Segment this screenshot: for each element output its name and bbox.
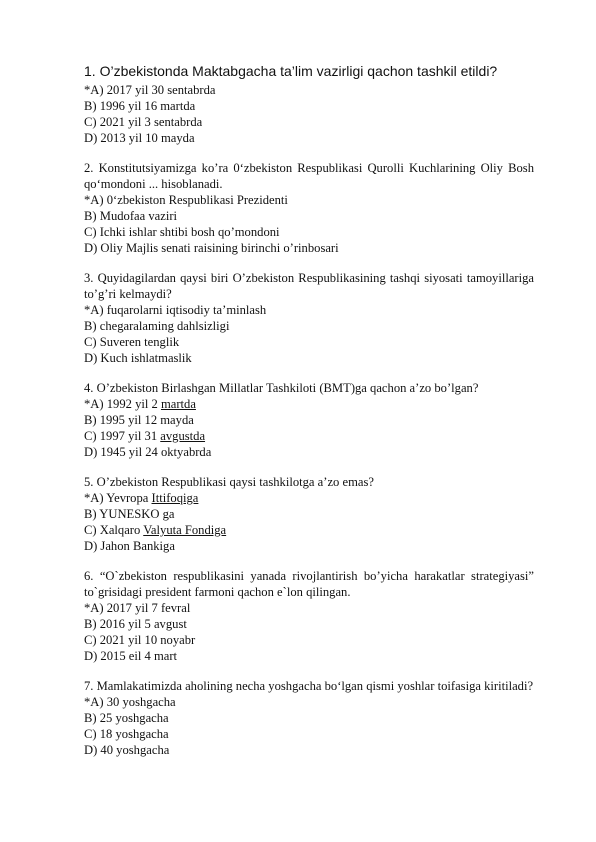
option-c: C) Xalqaro Valyuta Fondiga <box>84 523 227 537</box>
option-a: *A) fuqarolarni iqtisodiy ta’minlash <box>84 303 267 317</box>
option-c: C) 18 yoshgacha <box>84 727 169 741</box>
option-a: *A) 30 yoshgacha <box>84 695 176 709</box>
option-a: *A) 0‘zbekiston Respublikasi Prezidenti <box>84 193 288 207</box>
option-a: *A) 2017 yil 7 fevral <box>84 601 191 615</box>
option-d: D) Kuch ishlatmaslik <box>84 351 192 365</box>
option-c: C) 2021 yil 3 sentabrda <box>84 115 203 129</box>
option-b: B) YUNESKO ga <box>84 507 175 521</box>
question-1 <box>84 62 534 146</box>
option-c: C) 2021 yil 10 noyabr <box>84 633 196 647</box>
option-b: B) 25 yoshgacha <box>84 711 169 725</box>
question-6 <box>84 568 534 664</box>
question-3 <box>84 270 534 366</box>
question-2 <box>84 160 534 256</box>
underlined-word: Ittifoqiga <box>151 491 199 505</box>
question-stem: 4. O’zbekiston Birlashgan Millatlar Tashkiloti (BMT)ga qachon a’zo bo’lgan? <box>84 381 479 395</box>
question-stem: 5. O’zbekiston Respublikasi qaysi tashkilotga a’zo emas? <box>84 475 374 489</box>
option-c: C) Suveren tenglik <box>84 335 180 349</box>
question-stem: 7. Mamlakatimizda aholining necha yoshgacha bo‘lgan qismi yoshlar toifasiga kiritiladi? <box>84 679 534 693</box>
underlined-word: martda <box>160 397 196 411</box>
underlined-word: Valyuta Fondiga <box>143 523 227 537</box>
question-stem: 3. Quyidagilardan qaysi biri O’zbekiston Respublikasining tashqi siyosati tamoyillariga to’g’ri kelmaydi? <box>84 271 534 301</box>
option-c: C) 1997 yil 31 avgustda <box>84 429 206 443</box>
question-stem: 2. Konstitutsiyamizga ko’ra 0‘zbekiston Respublikasi Qurolli Kuchlarining Oliy Bosh qo‘mondoni ... hisoblanadi. <box>84 161 534 191</box>
option-b: B) Mudofaa vaziri <box>84 209 178 223</box>
question-stem: 1. O’zbekistonda Maktabgacha ta’lim vazirligi qachon tashkil etildi? <box>84 63 498 79</box>
option-d: D) 40 yoshgacha <box>84 743 170 757</box>
option-d: D) Jahon Bankiga <box>84 539 175 553</box>
option-a: *A) 2017 yil 30 sentabrda <box>84 83 216 97</box>
question-4 <box>84 380 534 460</box>
option-d: D) Oliy Majlis senati raisining birinchi o’rinbosari <box>84 241 339 255</box>
option-b: B) 1995 yil 12 mayda <box>84 413 194 427</box>
option-d: D) 2013 yil 10 mayda <box>84 131 195 145</box>
option-b: B) chegaralaming dahlsizligi <box>84 319 230 333</box>
question-7 <box>84 678 534 758</box>
option-a: *A) Yevropa Ittifoqiga <box>84 491 199 505</box>
underlined-word: avgustda <box>160 429 206 443</box>
option-b: B) 1996 yil 16 martda <box>84 99 196 113</box>
option-a: *A) 1992 yil 2 martda <box>84 397 196 411</box>
option-c: C) Ichki ishlar shtibi bosh qo’mondoni <box>84 225 280 239</box>
question-5 <box>84 474 534 554</box>
question-stem: 6. “O`zbekiston respublikasini yanada rivojlantirish bo’yicha harakatlar strategiyasi” to`grisidagi president farmoni qachon e`lon qilingan. <box>84 569 534 599</box>
quiz-document <box>84 62 534 772</box>
option-b: B) 2016 yil 5 avgust <box>84 617 187 631</box>
option-d: D) 1945 yil 24 oktyabrda <box>84 445 212 459</box>
option-d: D) 2015 eil 4 mart <box>84 649 178 663</box>
